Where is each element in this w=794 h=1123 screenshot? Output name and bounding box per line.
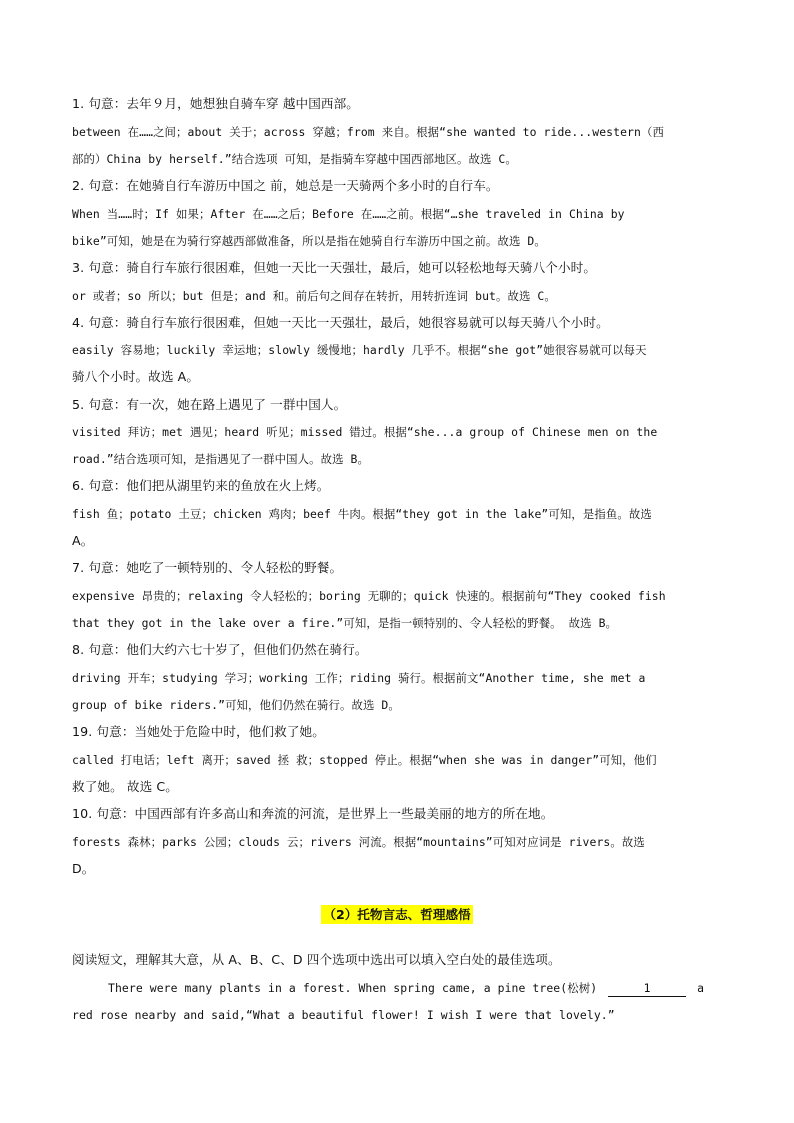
passage-line-1 [108, 980, 728, 997]
passage-line-2: red rose nearby and said,“What a beautiful flower! I wish I were that lovely.” [72, 1008, 615, 1022]
answer-8-explanation-cont: group of bike riders.”可知，他们仍然在骑行。故选 D。 [72, 698, 400, 712]
answer-6-explanation: fish 鱼；potato 土豆；chicken 鸡肉；beef 牛肉。根据“they got in the lake”可知，是指鱼。故选 [72, 507, 652, 521]
answer-9-meaning: 19. 句意：当她处于危险中时，他们救了她。 [72, 724, 325, 739]
answer-3-meaning: 3. 句意：骑自行车旅行很困难，但她一天比一天强壮，最后，她可以轻松地每天骑八个小时。 [72, 260, 597, 275]
answer-2-explanation-cont: bike”可知，她是在为骑行穿越西部做准备，所以是指在她骑自行车游历中国之前。故选 D。 [72, 234, 546, 248]
answer-9-explanation-cont: 救了她。 故选 C。 [72, 779, 178, 794]
answer-3-explanation: or 或者；so 所以；but 但是；and 和。前后句之间存在转折，用转折连词 but。故选 C。 [72, 289, 556, 303]
instruction-text: 阅读短文，理解其大意，从 A、B、C、D 四个选项中选出可以填入空白处的最佳选项。 [72, 952, 561, 967]
answer-1-explanation-cont: 部的）China by herself.”结合选项 可知，是指骑车穿越中国西部地区。故选 C。 [72, 152, 517, 166]
answer-10-meaning: 10. 句意：中国西部有许多高山和奔流的河流，是世界上一些最美丽的地方的所在地。 [72, 806, 554, 821]
section-heading [0, 904, 794, 923]
answer-2-meaning: 2. 句意：在她骑自行车游历中国之 前，她总是一天骑两个多小时的自行车。 [72, 178, 499, 193]
section-heading-text: （2）托物言志、哲理感悟 [323, 907, 471, 922]
answer-9-explanation: called 打电话；left 离开；saved 拯 救；stopped 停止。根据“when she was in danger”可知，他们 [72, 753, 657, 767]
answer-6-explanation-cont: A。 [72, 533, 94, 548]
answer-5-explanation: visited 拜访；met 遇见；heard 听见；missed 错过。根据“she...a group of Chinese men on the [72, 425, 658, 439]
blank-number: 1 [643, 981, 651, 995]
answer-4-explanation: easily 容易地；luckily 幸运地；slowly 缓慢地；hardly 几乎不。根据“she got”她很容易就可以每天 [72, 343, 647, 357]
answer-5-meaning: 5. 句意：有一次，她在路上遇见了 一群中国人。 [72, 397, 347, 412]
passage-text-before-blank: There were many plants in a forest. When spring came, a pine tree(松树) [108, 981, 598, 995]
answer-7-explanation-cont: that they got in the lake over a fire.”可知，是指一顿特别的、令人轻松的野餐。 故选 B。 [72, 616, 618, 630]
answer-5-explanation-cont: road.”结合选项可知，是指遇见了一群中国人。故选 B。 [72, 452, 369, 466]
answer-blank-1[interactable] [608, 980, 686, 997]
answer-4-explanation-cont: 骑八个小时。故选 A。 [72, 369, 200, 384]
answer-7-explanation: expensive 昂贵的；relaxing 令人轻松的；boring 无聊的；quick 快速的。根据前句“They cooked fish [72, 589, 666, 603]
answer-4-meaning: 4. 句意：骑自行车旅行很困难，但她一天比一天强壮，最后，她很容易就可以每天骑八个小时。 [72, 315, 609, 330]
answer-1-meaning: 1. 句意：去年９月，她想独自骑车穿 越中国西部。 [72, 96, 359, 111]
answer-6-meaning: 6. 句意：他们把从湖里钓来的鱼放在火上烤。 [72, 478, 330, 493]
answer-8-explanation: driving 开车；studying 学习；working 工作；riding 骑行。根据前文“Another time, she met a [72, 671, 646, 685]
answer-8-meaning: 8. 句意：他们大约六七十岁了，但他们仍然在骑行。 [72, 642, 368, 657]
passage-text-after-blank: a [697, 981, 705, 995]
answer-10-explanation: forests 森林；parks 公园；clouds 云；rivers 河流。根据“mountains”可知对应词是 rivers。故选 [72, 835, 645, 849]
answer-10-explanation-cont: D。 [72, 861, 95, 876]
answer-1-explanation: between 在……之间；about 关于；across 穿越；from 来自。根据“she wanted to ride...western（西 [72, 125, 664, 139]
answer-7-meaning: 7. 句意：她吃了一顿特别的、令人轻松的野餐。 [72, 560, 343, 575]
answer-2-explanation: When 当……时；If 如果；After 在……之后；Before 在……之前。根据“…she traveled in China by [72, 207, 625, 221]
